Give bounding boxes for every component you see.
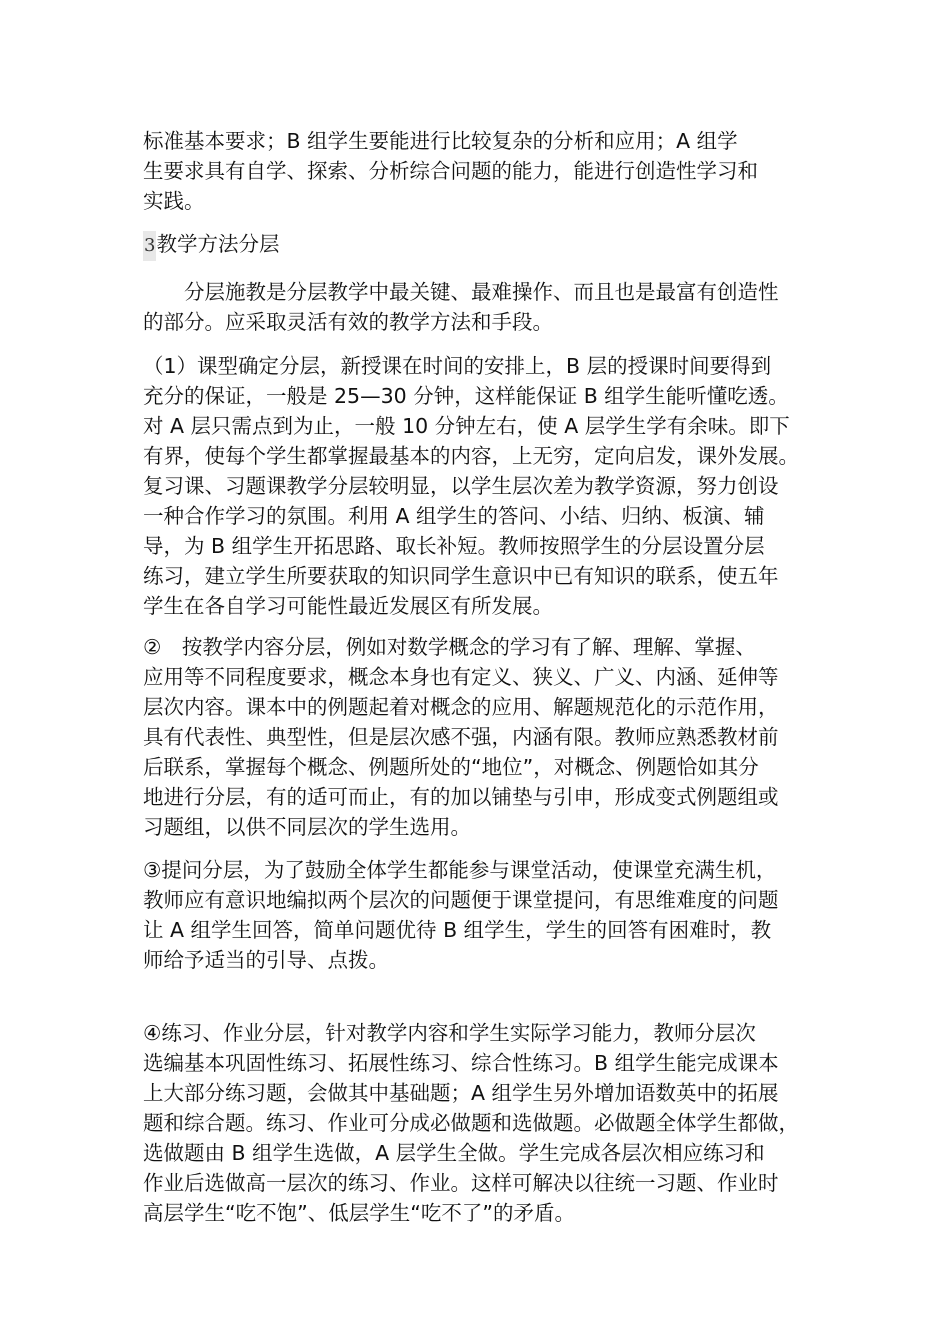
text-line: 教师应有意识地编拟两个层次的问题便于课堂提问，有思维难度的问题 — [143, 888, 779, 912]
paragraph-questioning — [143, 855, 813, 975]
text-line: 让 A 组学生回答，简单问题优待 B 组学生，学生的回答有困难时，教 — [143, 918, 772, 942]
text-line: 选编基本巩固性练习、拓展性练习、综合性练习。B 组学生能完成课本 — [143, 1051, 779, 1075]
paragraph-lesson-type — [143, 351, 813, 621]
text-line: 生要求具有自学、探索、分析综合问题的能力，能进行创造性学习和 — [143, 159, 758, 183]
text-line: 上大部分练习题，会做其中基础题；A 组学生另外增加语数英中的拓展 — [143, 1081, 779, 1105]
text-line: 的部分。应采取灵活有效的教学方法和手段。 — [143, 310, 553, 334]
text-line: ④练习、作业分层，针对教学内容和学生实际学习能力，教师分层次 — [143, 1021, 756, 1045]
text-line: 实践。 — [143, 189, 205, 213]
text-line: 一种合作学习的氛围。利用 A 组学生的答问、小结、归纳、板演、辅 — [143, 504, 765, 528]
section-number: 3 — [143, 231, 156, 261]
text-line: （1）课型确定分层，新授课在时间的安排上，B 层的授课时间要得到 — [143, 354, 772, 378]
text-line: 导，为 B 组学生开拓思路、取长补短。教师按照学生的分层设置分层 — [143, 534, 765, 558]
text-line: 对 A 层只需点到为止，一般 10 分钟左右，使 A 层学生学有余味。即下 — [143, 414, 790, 438]
paragraph-intro — [143, 277, 813, 337]
section-heading — [143, 229, 279, 261]
text-line: ② 按教学内容分层，例如对数学概念的学习有了解、理解、掌握、 — [143, 635, 756, 659]
text-line: 复习课、习题课教学分层较明显，以学生层次差为教学资源，努力创设 — [143, 474, 779, 498]
text-line: 充分的保证，一般是 25—30 分钟，这样能保证 B 组学生能听懂吃透。 — [143, 384, 789, 408]
paragraph-homework — [143, 1018, 813, 1228]
paragraph-content-layering — [143, 632, 813, 842]
text-line: 习题组，以供不同层次的学生选用。 — [143, 815, 471, 839]
text-line: 有界，使每个学生都掌握最基本的内容，上无穷，定向启发，课外发展。 — [143, 444, 799, 468]
paragraph-requirements — [143, 126, 813, 216]
text-line: 分层施教是分层教学中最关键、最难操作、而且也是最富有创造性 — [143, 280, 779, 304]
text-line: 学生在各自学习可能性最近发展区有所发展。 — [143, 594, 553, 618]
text-line: 题和综合题。练习、作业可分成必做题和选做题。必做题全体学生都做， — [143, 1111, 799, 1135]
text-line: 选做题由 B 组学生选做，A 层学生全做。学生完成各层次相应练习和 — [143, 1141, 765, 1165]
section-title: 教学方法分层 — [156, 232, 280, 256]
text-line: 师给予适当的引导、点拨。 — [143, 948, 389, 972]
text-line: 层次内容。课本中的例题起着对概念的应用、解题规范化的示范作用， — [143, 695, 779, 719]
text-line: 标准基本要求；B 组学生要能进行比较复杂的分析和应用；A 组学 — [143, 129, 738, 153]
text-line: 作业后选做高一层次的练习、作业。这样可解决以往统一习题、作业时 — [143, 1171, 779, 1195]
text-line: 应用等不同程度要求，概念本身也有定义、狭义、广义、内涵、延伸等 — [143, 665, 779, 689]
text-line: 后联系，掌握每个概念、例题所处的“地位”，对概念、例题恰如其分 — [143, 755, 759, 779]
text-line: 高层学生“吃不饱”、低层学生“吃不了”的矛盾。 — [143, 1201, 575, 1225]
text-line: 练习，建立学生所要获取的知识同学生意识中已有知识的联系，使五年 — [143, 564, 779, 588]
text-line: 具有代表性、典型性，但是层次感不强，内涵有限。教师应熟悉教材前 — [143, 725, 779, 749]
text-line: 地进行分层，有的适可而止，有的加以铺垫与引申，形成变式例题组或 — [143, 785, 779, 809]
text-line: ③提问分层，为了鼓励全体学生都能参与课堂活动，使课堂充满生机， — [143, 858, 777, 882]
